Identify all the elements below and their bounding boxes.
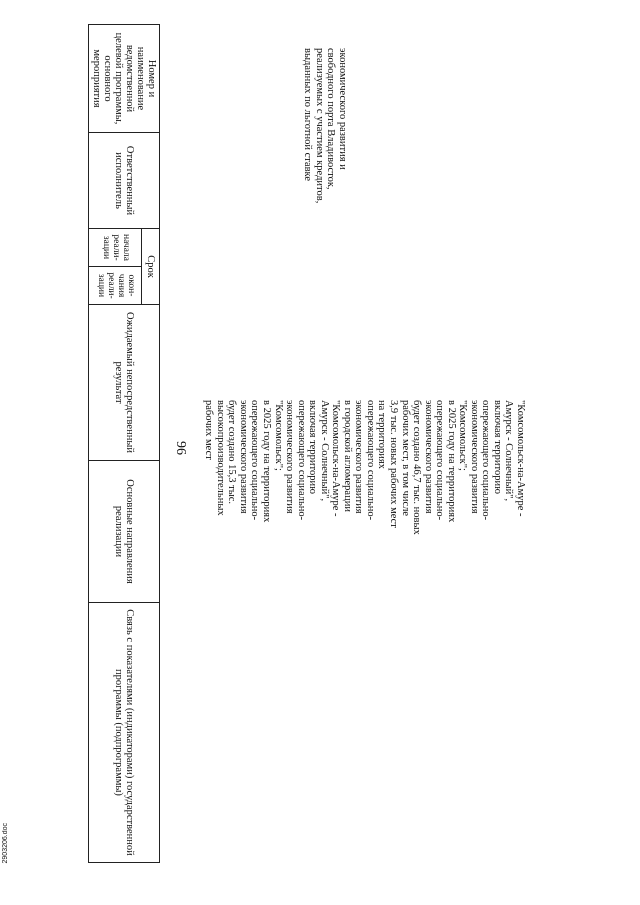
link-text: экономического развития и свободного порта Владивосток, реализуемых с участием кредитов, выданных по льготной ставке [302,48,348,204]
header-link: Связь с показателями (индикаторами) государственной программы (подпрограммы) [89,603,160,863]
header-directions: Основные направления реализации [89,461,160,603]
header-start: начала реали-зации [89,229,141,267]
program-table [88,24,160,863]
page-number: 96 [173,441,188,455]
header-executor: Ответственный исполнитель [89,133,160,229]
footer-code: 2903206.doc [2,823,9,864]
result-text: "Комсомольск-на-Амуре - Амурск - Солнечный", включая территорию опережающего социально- экономического развития "Комсомольск"; в 2025 году на территориях опережающего социально- экономического развития будет создано 46,7 тыс. новых рабочих мест, в том числе 3,9 тыс. новых рабочих мест на территориях опережающего социально- экономического развития в городской агломерации "Комсомольск-на-Амуре - Амурск - Солнечный", включая территорию опережающего социально- экономического развития "Комсомольск"; в 2025 году на территориях опережающего социально- экономического развития будет создано 15,3 тыс. высокопроизводительных рабочих мест [203,400,526,535]
header-row [141,25,160,863]
header-end: окон-чания реали-зации [89,267,141,305]
header-srok: Срок [141,229,160,305]
header-result: Ожидаемый непосредственный результат [89,305,160,461]
header-program: Номер и наименование ведомственной целевой программы, основного мероприятия [89,25,160,133]
